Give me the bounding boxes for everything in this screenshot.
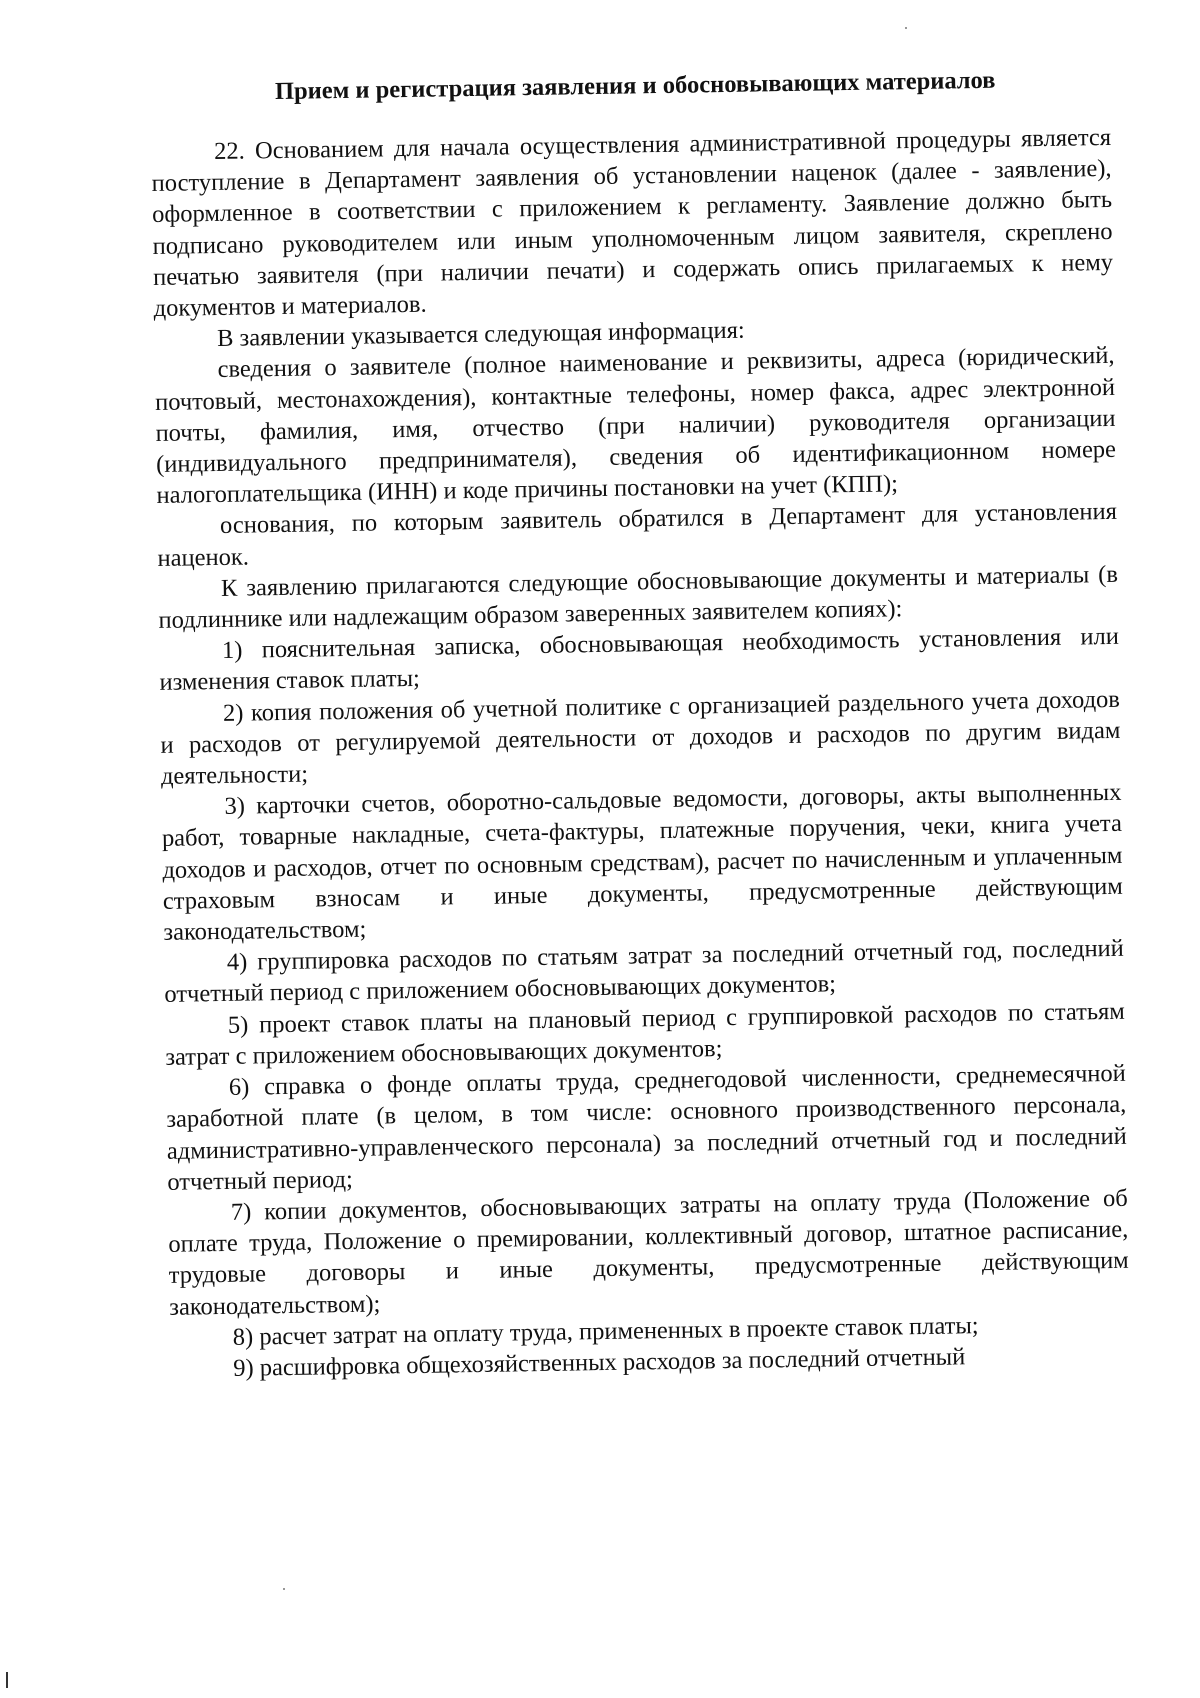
list-item-2: 2) копия положения об учетной политике с организацией раздельного учета доходов и расходов от регулируемой деятельности от доходов и расходов по другим видам деятельности; — [160, 685, 1121, 790]
paragraph-grounds: основания, по которым заявитель обратился в Департамент для установления наценок. — [157, 498, 1118, 572]
list-item-5: 5) проект ставок платы на плановый период с группировкой расходов по статьям затрат с приложением обосновывающих документов; — [165, 997, 1125, 1071]
list-item-9: 9) расшифровка общехозяйственных расходов за последний отчетный — [233, 1343, 966, 1382]
paragraph-info-intro: В заявлении указывается следующая информация: — [216, 316, 745, 353]
list-item-3: 3) карточки счетов, оборотно-сальдовые ведомости, договоры, акты выполненных работ, товарные накладные, счета-фактуры, платежные поручения, чеки, книга учета доходов и расходов, отчет по основным средствам), расчет по начисленным и уплаченным страховым взносам и иные документы, предусмотренные действующим законодательством; — [161, 779, 1124, 946]
scan-margin-mark — [6, 1672, 8, 1688]
list-item-1: 1) пояснительная записка, обосновывающая необходимость установления или изменения ставок платы; — [159, 623, 1120, 697]
list-item-4: 4) группировка расходов по статьям затрат за последний отчетный год, последний отчетный период с приложением обосновывающих документов; — [164, 935, 1125, 1009]
paragraph-basis: 22. Основанием для начала осуществления административной процедуры является поступление в Департамент заявления об установлении наценок (далее - заявление), оформленное в соответствии с приложением к регламенту. Заявление должно быть подписано руководителем или иным уполномоченным лицом заявителя, скреплено печатью заявителя (при наличии печати) и содержать опись прилагаемых к нему документов и материалов. — [151, 123, 1114, 322]
paragraph-applicant-details: сведения о заявителе (полное наименование и реквизиты, адреса (юридический, почтовый, местонахождения), контактные телефоны, номер факса, адрес электронной почты, фамилия, имя, отчество (при наличии) руководителя организации (индивидуального предпринимателя), сведения об идентификационном номере налогоплательщика (ИНН) и коде причины постановки на учет (КПП); — [154, 342, 1117, 510]
scan-speck — [283, 1588, 285, 1590]
list-item-7: 7) копии документов, обосновывающих затраты на оплату труда (Положение об оплате труда, Положение о премировании, коллективный договор, штатное расписание, трудовые договоры и иные документы, предусмотренные действующим законодательством); — [168, 1184, 1129, 1321]
paragraph-attachments-intro: К заявлению прилагаются следующие обосновывающие документы и материалы (в подлиннике или надлежащим образом заверенных заявителем копиях): — [158, 560, 1119, 634]
scan-speck — [905, 27, 907, 29]
section-title: Прием и регистрация заявления и обосновывающих материалов — [274, 66, 996, 106]
list-item-8: 8) расчет затрат на оплату труда, примененных в проекте ставок платы; — [232, 1311, 979, 1351]
list-item-6: 6) справка о фонде оплаты труда, среднегодовой численности, среднемесячной заработной плате (в целом, в том числе: основного производственного персонала, административно-управленческого персонала) за последний отчетный год и последний отчетный период; — [166, 1059, 1127, 1196]
document-body — [150, 63, 1130, 1385]
